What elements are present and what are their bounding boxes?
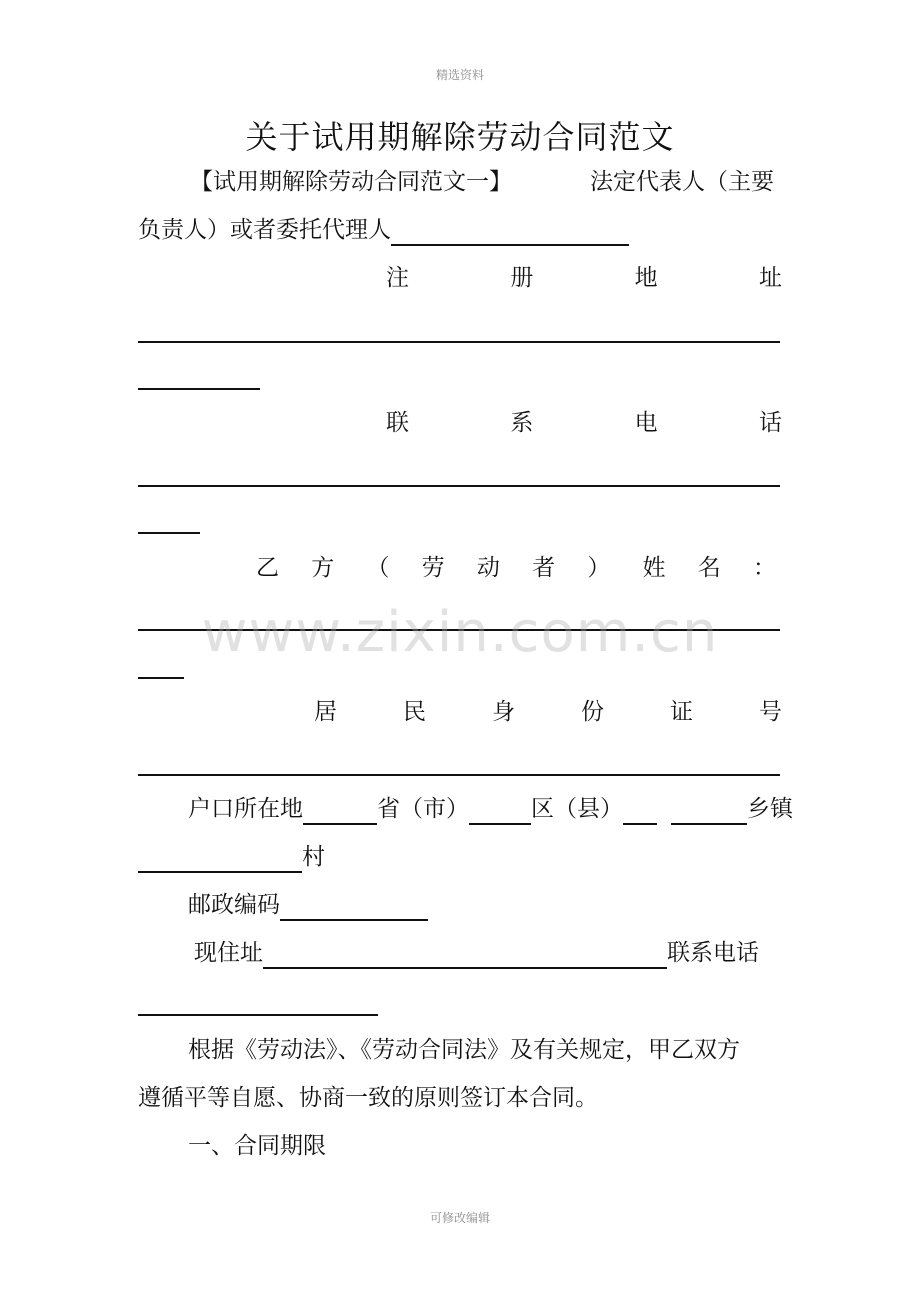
- village-label: 村: [302, 844, 325, 870]
- party-b-char: ）: [587, 555, 611, 581]
- party-b-char: ：: [752, 555, 776, 581]
- reg-address-char: 地: [634, 265, 658, 291]
- para1-tail: 法定代表人（主要: [590, 169, 774, 195]
- town-blank: [671, 799, 747, 825]
- hukou-line: [188, 793, 793, 825]
- id-number-char: 份: [581, 699, 604, 725]
- district-label: 区（县）: [531, 796, 623, 822]
- contact-phone-row: [386, 407, 782, 439]
- contact-phone-char: 系: [510, 410, 534, 436]
- reg-address-char: 注: [386, 265, 409, 291]
- contact-phone-char: 电: [634, 410, 658, 436]
- postal-label: 邮政编码: [188, 892, 280, 918]
- reg-address-char: 册: [510, 265, 534, 291]
- id-number-char: 身: [492, 699, 515, 725]
- id-number-row: [314, 696, 782, 728]
- province-blank: [303, 799, 377, 825]
- id-number-char: 民: [403, 699, 426, 725]
- reg-address-blank: [138, 341, 780, 343]
- village-blank: [138, 847, 302, 873]
- reg-address-blank-cont: [138, 388, 260, 390]
- reg-address-char: 址: [758, 265, 782, 291]
- agent-label: 负责人）或者委托代理人: [138, 217, 391, 243]
- current-phone-blank: [138, 1014, 378, 1016]
- postal-line: [188, 889, 428, 921]
- section-heading: 一、合同期限: [188, 1133, 326, 1159]
- id-number-char: 证: [670, 699, 693, 725]
- party-b-char: 方: [311, 555, 335, 581]
- para1-bracket: 【试用期解除劳动合同范文一】: [190, 169, 512, 195]
- current-address-line: [194, 937, 759, 969]
- current-address-label: 现住址: [194, 940, 263, 966]
- contact-phone-blank-cont: [138, 532, 200, 534]
- reg-address-row: [386, 262, 782, 294]
- hukou-label: 户口所在地: [188, 796, 303, 822]
- basis-line1: 根据《劳动法》、《劳动合同法》及有关规定，甲乙双方: [188, 1037, 740, 1063]
- party-b-char: 劳: [421, 555, 445, 581]
- contact-phone-char: 话: [758, 410, 782, 436]
- town-label: 乡镇: [747, 796, 793, 822]
- province-label: 省（市）: [377, 796, 469, 822]
- current-address-blank: [263, 943, 667, 969]
- document-title: 关于试用期解除劳动合同范文: [245, 118, 675, 156]
- page-header: 精选资料: [435, 68, 484, 82]
- contact-phone-blank: [138, 485, 780, 487]
- party-b-name-row: [256, 552, 776, 584]
- contact-phone-char: 联: [386, 410, 409, 436]
- id-number-blank: [138, 774, 780, 776]
- current-phone-label: 联系电话: [667, 940, 759, 966]
- page-footer: 可修改编辑: [429, 1211, 490, 1225]
- postal-blank: [280, 895, 428, 921]
- watermark: www.zixin.com.cn: [201, 600, 719, 665]
- district-blank-2: [623, 799, 657, 825]
- id-number-char: 居: [314, 699, 337, 725]
- party-b-char: （: [366, 555, 390, 581]
- party-b-char: 动: [476, 555, 500, 581]
- basis-line2: 遵循平等自愿、协商一致的原则签订本合同。: [138, 1085, 598, 1111]
- party-b-char: 姓: [642, 555, 666, 581]
- party-b-char: 名: [697, 555, 721, 581]
- id-number-char: 号: [759, 699, 782, 725]
- agent-blank: [391, 220, 629, 246]
- district-blank: [469, 799, 531, 825]
- party-b-char: 乙: [256, 555, 279, 581]
- village-line: [138, 841, 325, 873]
- party-b-name-blank-cont: [138, 677, 184, 679]
- party-b-char: 者: [532, 555, 556, 581]
- para1-line2: [138, 214, 629, 246]
